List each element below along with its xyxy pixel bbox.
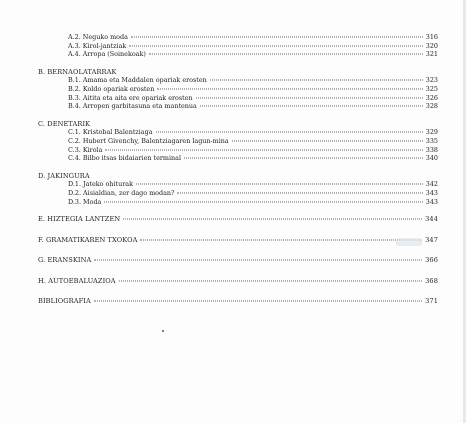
toc-entry-page: 329 bbox=[425, 128, 438, 137]
dot-leader bbox=[129, 45, 423, 46]
dot-leader bbox=[210, 80, 423, 81]
dot-leader bbox=[94, 260, 422, 261]
toc-entry-label: D.1. Jateko ohiturak bbox=[68, 180, 133, 189]
toc-entry-e bbox=[38, 215, 438, 224]
toc-entry-b3 bbox=[38, 94, 438, 103]
toc-entry-label: F. GRAMATIKAREN TXOKOA bbox=[38, 235, 138, 244]
toc-entry-label: BIBLIOGRAFIA bbox=[38, 297, 91, 306]
toc-entry-label: C.4. Bilbo itsas bidaiarien terminal bbox=[68, 154, 181, 163]
toc-entry-label: C.2. Hubert Givenchy, Balentziagaren lagun-mina bbox=[68, 136, 229, 145]
dot-leader bbox=[119, 280, 422, 281]
toc-entry-page: 342 bbox=[425, 180, 438, 189]
toc-entry-d2 bbox=[38, 189, 438, 198]
toc-entry-page: 320 bbox=[425, 41, 438, 50]
toc-section-heading-c: C. DENETARIK bbox=[38, 119, 91, 128]
toc-entry-c4 bbox=[38, 154, 438, 163]
toc-entry-a3 bbox=[38, 42, 438, 51]
toc-entry-label: D.2. Aisialdian, zer dago modan? bbox=[68, 188, 175, 197]
toc-entry-h bbox=[38, 277, 438, 286]
dot-leader bbox=[232, 140, 423, 141]
toc-entry-c1 bbox=[38, 128, 438, 137]
toc-entry-page: 340 bbox=[425, 154, 438, 163]
toc-section-heading-b: B. BERNAOLATARRAK bbox=[38, 67, 117, 76]
dot-leader bbox=[140, 239, 422, 240]
toc-entry-g bbox=[38, 256, 438, 265]
toc-entry-label: B.2. Koldo opariak erosten bbox=[68, 84, 155, 93]
toc-entry-page: 347 bbox=[425, 235, 438, 244]
toc-entry-page: 343 bbox=[425, 188, 438, 197]
toc-entry-label: A.2. Neguko moda bbox=[68, 33, 128, 41]
dot-leader bbox=[200, 106, 423, 107]
toc-entry-page: 325 bbox=[425, 84, 438, 93]
dot-leader bbox=[177, 192, 422, 193]
toc-entry-page: 326 bbox=[425, 93, 438, 102]
dot-leader bbox=[136, 184, 423, 185]
toc-entry-page: 335 bbox=[425, 136, 438, 145]
toc-entry-label: C.3. Kirola bbox=[68, 145, 103, 154]
toc-entry-label: B.4. Arropen garbitasuna eta mantenua bbox=[68, 102, 197, 111]
dot-leader bbox=[156, 132, 423, 133]
toc-entry-b2 bbox=[38, 85, 438, 94]
toc-entry-b4 bbox=[38, 102, 438, 111]
dot-leader bbox=[94, 301, 422, 302]
dot-leader bbox=[196, 97, 423, 98]
toc-entry-d1 bbox=[38, 180, 438, 189]
dot-leader bbox=[149, 54, 423, 55]
toc-entry-label: G. ERANSKINA bbox=[38, 256, 92, 265]
toc-section-heading-d: D. JAKINGURA bbox=[38, 171, 90, 180]
toc-entry-page: 343 bbox=[425, 197, 438, 206]
toc-entry-label: B.1. Amama eta Maddalen opariak erosten bbox=[68, 76, 207, 85]
toc-entry-label: B.3. Aitita eta aita ere opariak erosten bbox=[68, 93, 193, 102]
toc-entry-c3 bbox=[38, 146, 438, 155]
dot-leader bbox=[105, 149, 422, 150]
toc-entry-d3 bbox=[38, 198, 438, 207]
dot-leader bbox=[104, 201, 422, 202]
toc-entry-label: H. AUTOEBALUAZIOA bbox=[38, 276, 116, 285]
dot-leader bbox=[131, 37, 423, 38]
toc-entry-label: C.1. Kristobal Balentziaga bbox=[68, 128, 153, 137]
toc-entry-label: E. HIZTEGIA LANTZEN bbox=[38, 215, 121, 224]
toc-entry-page: 344 bbox=[425, 215, 438, 224]
toc-entry-b1 bbox=[38, 76, 438, 85]
scan-speck bbox=[162, 330, 164, 332]
dot-leader bbox=[123, 219, 422, 220]
toc-entry-page: 316 bbox=[425, 33, 438, 41]
toc-entry-a2 bbox=[38, 33, 438, 42]
toc-entry-page: 323 bbox=[425, 76, 438, 85]
dot-leader bbox=[184, 158, 423, 159]
toc-entry-label: D.3. Moda bbox=[68, 197, 102, 206]
table-of-contents bbox=[38, 33, 438, 306]
toc-entry-page: 321 bbox=[425, 50, 438, 59]
toc-entry-c2 bbox=[38, 137, 438, 146]
toc-entry-page: 368 bbox=[425, 276, 438, 285]
dot-leader bbox=[157, 88, 422, 89]
toc-entry-page: 338 bbox=[425, 145, 438, 154]
toc-entry-a4 bbox=[38, 50, 438, 59]
toc-entry-page: 371 bbox=[425, 297, 438, 306]
toc-entry-label: A.3. Kirol-jantziak bbox=[68, 41, 127, 50]
toc-entry-page: 366 bbox=[425, 256, 438, 265]
toc-entry-page: 328 bbox=[425, 102, 438, 111]
scan-smudge bbox=[396, 238, 422, 246]
toc-entry-bibliografia bbox=[38, 297, 438, 306]
toc-entry-label: A.4. Arropa (Soinekoak) bbox=[68, 50, 146, 59]
toc-entry-f bbox=[38, 236, 438, 245]
